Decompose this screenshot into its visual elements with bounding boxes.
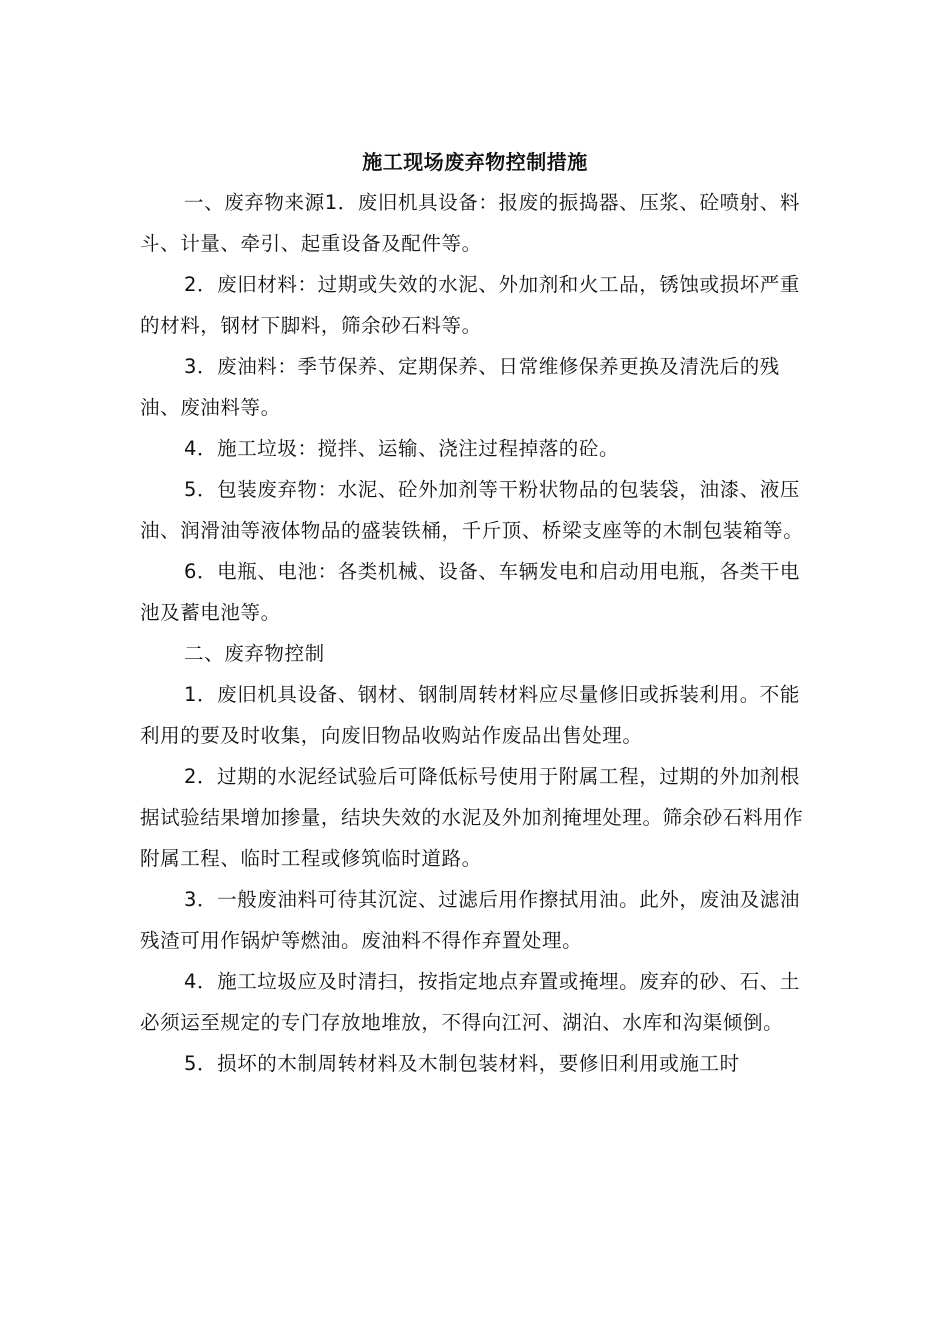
- paragraph-waste-source-1: 一、废弃物来源1．废旧机具设备：报废的振捣器、压浆、砼喷射、料斗、计量、牵引、起重设备及配件等。: [140, 191, 801, 255]
- section-heading-waste-control: 二、废弃物控制: [184, 642, 325, 665]
- paragraph-waste-source-6: 6．电瓶、电池：各类机械、设备、车辆发电和启动用电瓶，各类干电池及蓄电池等。: [140, 560, 801, 624]
- paragraph-waste-source-2: 2．废旧材料：过期或失效的水泥、外加剂和火工品，锈蚀或损坏严重的材料，钢材下脚料，筛余砂石料等。: [140, 273, 801, 337]
- paragraph-waste-source-5: 5．包装废弃物：水泥、砼外加剂等干粉状物品的包装袋，油漆、液压油、润滑油等液体物品的盛装铁桶，千斤顶、桥梁支座等的木制包装箱等。: [140, 478, 804, 542]
- paragraph-waste-source-4: 4．施工垃圾：搅拌、运输、浇注过程掉落的砼。: [184, 437, 620, 460]
- paragraph-waste-control-2: 2．过期的水泥经试验后可降低标号使用于附属工程，过期的外加剂根据试验结果增加掺量，结块失效的水泥及外加剂掩埋处理。筛余砂石料用作附属工程、临时工程或修筑临时道路。: [140, 765, 804, 870]
- document-body: [140, 182, 816, 1084]
- paragraph-waste-source-3: 3．废油料：季节保养、定期保养、日常维修保养更换及清洗后的残油、废油料等。: [140, 355, 780, 419]
- document-title: 施工现场废弃物控制措施: [362, 150, 588, 174]
- paragraph-waste-control-1: 1．废旧机具设备、钢材、钢制周转材料应尽量修旧或拆装利用。不能利用的要及时收集，向废旧物品收购站作废品出售处理。: [140, 683, 801, 747]
- paragraph-waste-control-3: 3．一般废油料可待其沉淀、过滤后用作擦拭用油。此外，废油及滤油残渣可用作锅炉等燃油。废油料不得作弃置处理。: [140, 888, 801, 952]
- paragraph-waste-control-5: 5．损坏的木制周转材料及木制包装材料，要修旧利用或施工时: [184, 1052, 740, 1075]
- paragraph-waste-control-4: 4．施工垃圾应及时清扫，按指定地点弃置或掩埋。废弃的砂、石、土必须运至规定的专门存放地堆放，不得向江河、湖泊、水库和沟渠倾倒。: [140, 970, 801, 1034]
